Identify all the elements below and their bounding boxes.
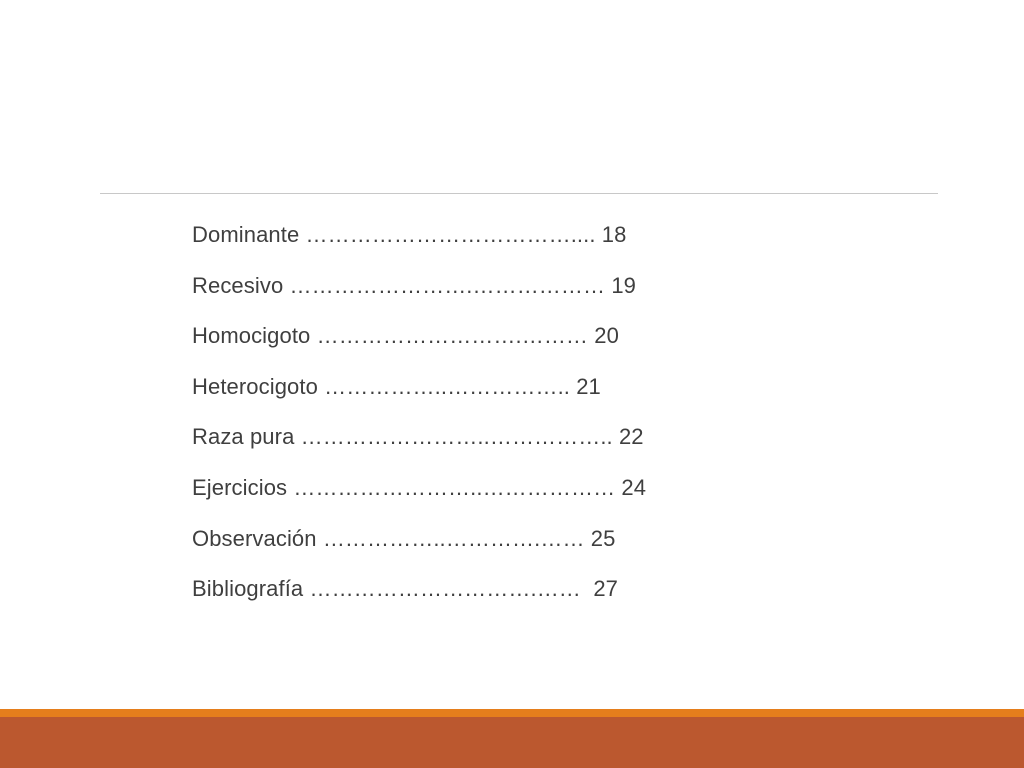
toc-entry-recesivo: Recesivo …………………….……………… 19 bbox=[192, 272, 636, 298]
toc-entry-ejercicios: Ejercicios ……………………..……………… 24 bbox=[192, 474, 647, 500]
toc-entry-observacion: Observación ……………..………….…… 25 bbox=[192, 525, 616, 551]
bottom-accent-stripe bbox=[0, 709, 1024, 717]
toc-entry-homocigoto: Homocigoto ……………………….……… 20 bbox=[192, 323, 619, 349]
toc-entry-heterocigoto: Heterocigoto ……………..…………….. 21 bbox=[192, 373, 601, 399]
toc-entry-dominante: Dominante ……………………………….... 18 bbox=[192, 222, 627, 247]
table-of-contents bbox=[192, 218, 646, 623]
bottom-color-band bbox=[0, 709, 1024, 768]
top-divider-line bbox=[100, 193, 938, 194]
toc-entry-raza-pura: Raza pura ……………………..…………….. 22 bbox=[192, 424, 644, 450]
toc-entry-bibliografia: Bibliografía ………………………….…… 27 bbox=[192, 576, 618, 602]
